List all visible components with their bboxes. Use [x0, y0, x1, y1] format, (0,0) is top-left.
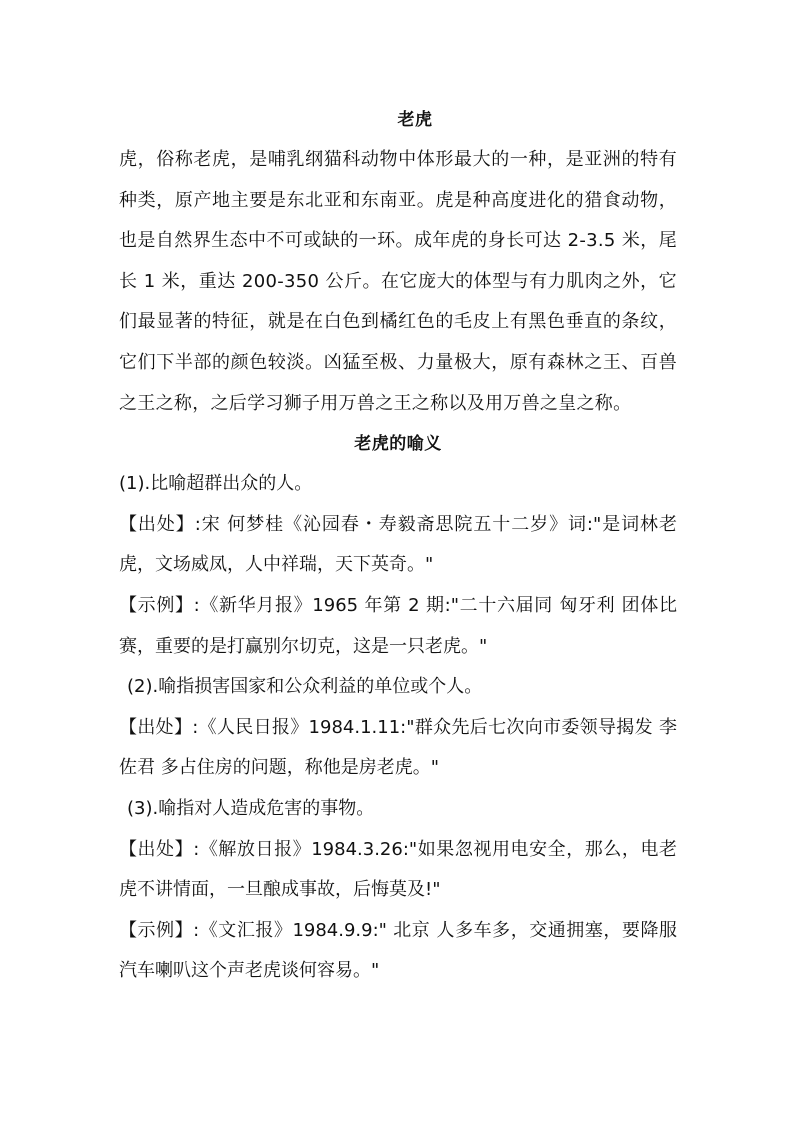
intro-paragraph: 虎，俗称老虎，是哺乳纲猫科动物中体形最大的一种，是亚洲的特有种类，原产地主要是东北亚和东南亚。虎是种高度进化的猎食动物，也是自然界生态中不可或缺的一环。成年虎的身长可达 2-3.5 米，尾长 1 米，重达 200-350 公斤。在它庞大的体型与有力肌肉之外，它们最显著的特征，就是在白色到橘红色的毛皮上有黑色垂直的条纹，它们下半部的颜色较淡。凶猛至极、力量极大，原有森林之王、百兽之王之称，之后学习狮子用万兽之王之称以及用万兽之皇之称。 [119, 149, 677, 414]
section-heading: 老虎的喻义 [354, 434, 442, 455]
sense-1-definition: (1).比喻超群出众的人。 [119, 473, 313, 495]
sense-2-source: 【出处】:《人民日报》1984.1.11:"群众先后七次向市委领导揭发 李佐君 多占住房的问题，称他是房老虎。" [119, 716, 677, 779]
document-page [119, 100, 677, 992]
sense-3-example: 【示例】:《文汇报》1984.9.9:" 北京 人多车多，交通拥塞，要降服汽车喇叭这个声老虎谈何容易。" [119, 919, 677, 982]
sense-2-definition: (2).喻指损害国家和公众利益的单位或个人。 [127, 676, 483, 698]
sense-3-definition: (3).喻指对人造成危害的事物。 [127, 797, 375, 819]
document-title: 老虎 [397, 110, 433, 130]
sense-1-example: 【示例】:《新华月报》1965 年第 2 期:"二十六届同 匈牙利 团体比赛，重要的是打赢别尔切克，这是一只老虎。" [119, 594, 677, 657]
sense-1-source: 【出处】:宋 何梦桂《沁园春・寿毅斋思院五十二岁》词:"是词林老虎，文场威凤，人中祥瑞，天下英奇。" [119, 513, 677, 576]
sense-3-source: 【出处】:《解放日报》1984.3.26:"如果忽视用电安全，那么，电老虎不讲情面，一旦酿成事故，后悔莫及!" [119, 838, 677, 901]
